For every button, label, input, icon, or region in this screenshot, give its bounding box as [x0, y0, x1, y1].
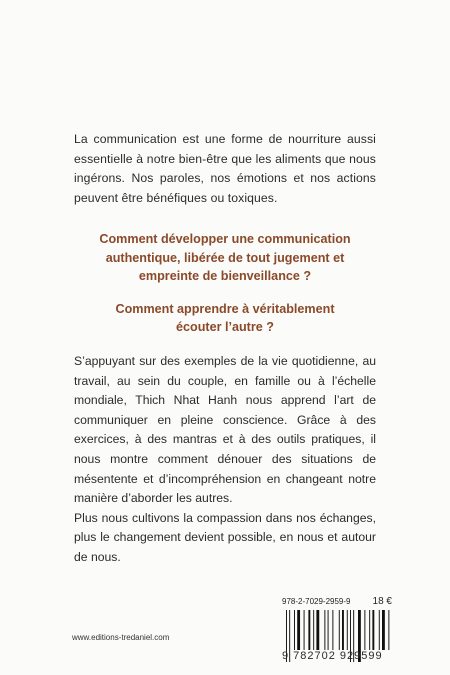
intro-paragraph — [74, 130, 376, 208]
barcode-bar — [324, 610, 325, 650]
price: 18 € — [372, 596, 392, 607]
description — [74, 352, 376, 568]
barcode-bar — [297, 610, 300, 650]
intro-text: La communication est une forme de nourriture aussi essentielle à notre bien-être que les aliments que nous ingérons. Nos paroles, nos émotions et nos actions peuvent être bénéfiques ou toxiques. — [74, 132, 376, 205]
isbn-price-row — [282, 596, 392, 607]
barcode-digits — [282, 650, 392, 662]
barcode-bar — [316, 610, 319, 650]
barcode-bar — [379, 610, 380, 650]
description-paragraph-2: Plus nous cultivons la compassion dans nos échanges, plus le changement devient possible, en nous et autour de nous. — [74, 510, 376, 564]
barcode-bar — [372, 610, 374, 650]
barcode-bar — [332, 610, 333, 650]
barcode-bar — [304, 610, 305, 650]
barcode-bar — [364, 610, 365, 650]
barcode-bar — [369, 610, 370, 650]
barcode-block — [282, 596, 392, 662]
barcode-bar — [339, 610, 340, 650]
questions-block — [60, 230, 390, 351]
isbn: 978-2-7029-2959-9 — [282, 597, 351, 606]
barcode-bar — [294, 610, 295, 650]
barcode-bar — [382, 610, 385, 650]
publisher-website[interactable]: www.editions-tredaniel.com — [72, 633, 170, 642]
barcode-bar — [328, 610, 329, 650]
barcode-bar — [313, 610, 314, 650]
description-paragraph-1: S’appuyant sur des exemples de la vie quotidienne, au travail, au sein du couple, en famille ou à l’échelle mondiale, Thich Nhat Hanh nous apprend l’art de communiquer en pleine conscience. Grâce à des exercices, à des mantras et à des outils pratiques, il nous montre comment dénouer des situations de mésentente et d’incompréhension en changeant notre manière d’aborder les autres. — [74, 354, 376, 506]
barcode-bar — [308, 610, 310, 650]
question-2: Comment apprendre à véritablement écouter l’autre ? — [115, 301, 335, 334]
barcode-bar — [388, 610, 389, 650]
barcode-bar — [342, 610, 344, 650]
barcode-bar — [347, 610, 348, 650]
question-1: Comment développer une communication authentique, libérée de tout jugement et empreinte de bienveillance ? — [99, 232, 351, 283]
